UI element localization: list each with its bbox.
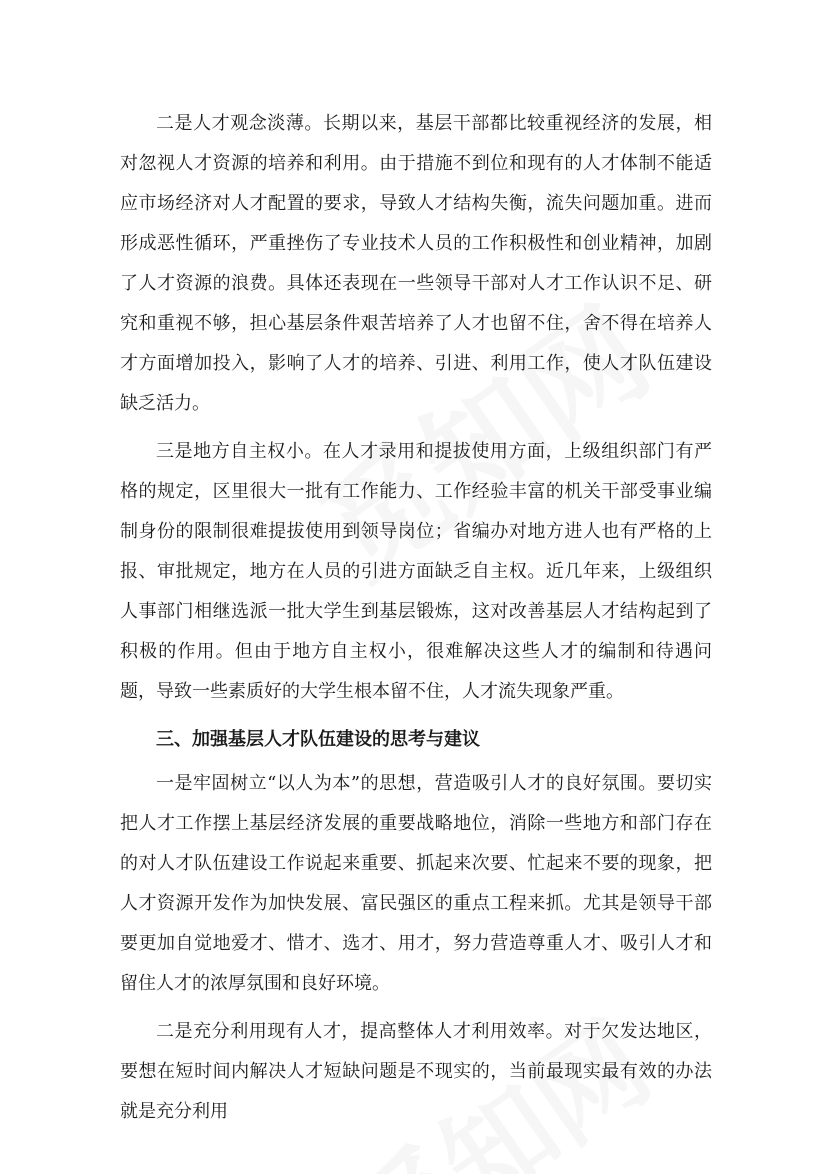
paragraph-people-oriented: 一是牢固树立“以人为本”的思想，营造吸引人才的良好氛围。要切实把人才工作摆上基层经济发展的重要战略地位，消除一些地方和部门存在的对人才队伍建设工作说起来重要、抓起来次要、忙起来不要的现象，把人才资源开发作为加快发展、富民强区的重点工程来抓。尤其是领导干部要更加自觉地爱才、惜才、选才、用才，努力营造尊重人才、吸引人才和留住人才的浓厚氛围和良好环境。 bbox=[120, 773, 712, 994]
paragraph-local-autonomy: 三是地方自主权小。在人才录用和提拔使用方面，上级组织部门有严格的规定，区里很大一批有工作能力、工作经验丰富的机关干部受事业编制身份的限制很难提拔使用到领导岗位；省编办对地方进人也有严格的上报、审批规定，地方在人员的引进方面缺乏自主权。近几年来，上级组织人事部门相继选派一批大学生到基层锻炼，这对改善基层人才结构起到了积极的作用。但由于地方自主权小，很难解决这些人才的编制和待遇问题，导致一些素质好的大学生根本留不住，人才流失现象严重。 bbox=[120, 441, 712, 702]
paragraph-existing-talent: 二是充分利用现有人才，提高整体人才利用效率。对于欠发达地区，要想在短时间内解决人才短缺问题是不现实的，当前最现实最有效的办法就是充分利用 bbox=[120, 1021, 712, 1122]
paragraph-talent-concept: 二是人才观念淡薄。长期以来，基层干部都比较重视经济的发展，相对忽视人才资源的培养和利用。由于措施不到位和现有的人才体制不能适应市场经济对人才配置的要求，导致人才结构失衡，流失问题加重。进而形成恶性循环，严重挫伤了专业技术人员的工作积极性和创业精神，加剧了人才资源的浪费。具体还表现在一些领导干部对人才工作认识不足、研究和重视不够，担心基层条件艰苦培养了人才也留不住，舍不得在培养人才方面增加投入，影响了人才的培养、引进、利用工作，使人才队伍建设缺乏活力。 bbox=[120, 113, 712, 414]
document-body bbox=[120, 104, 712, 1140]
section-heading: 三、加强基层人才队伍建设的思考与建议 bbox=[156, 729, 480, 750]
